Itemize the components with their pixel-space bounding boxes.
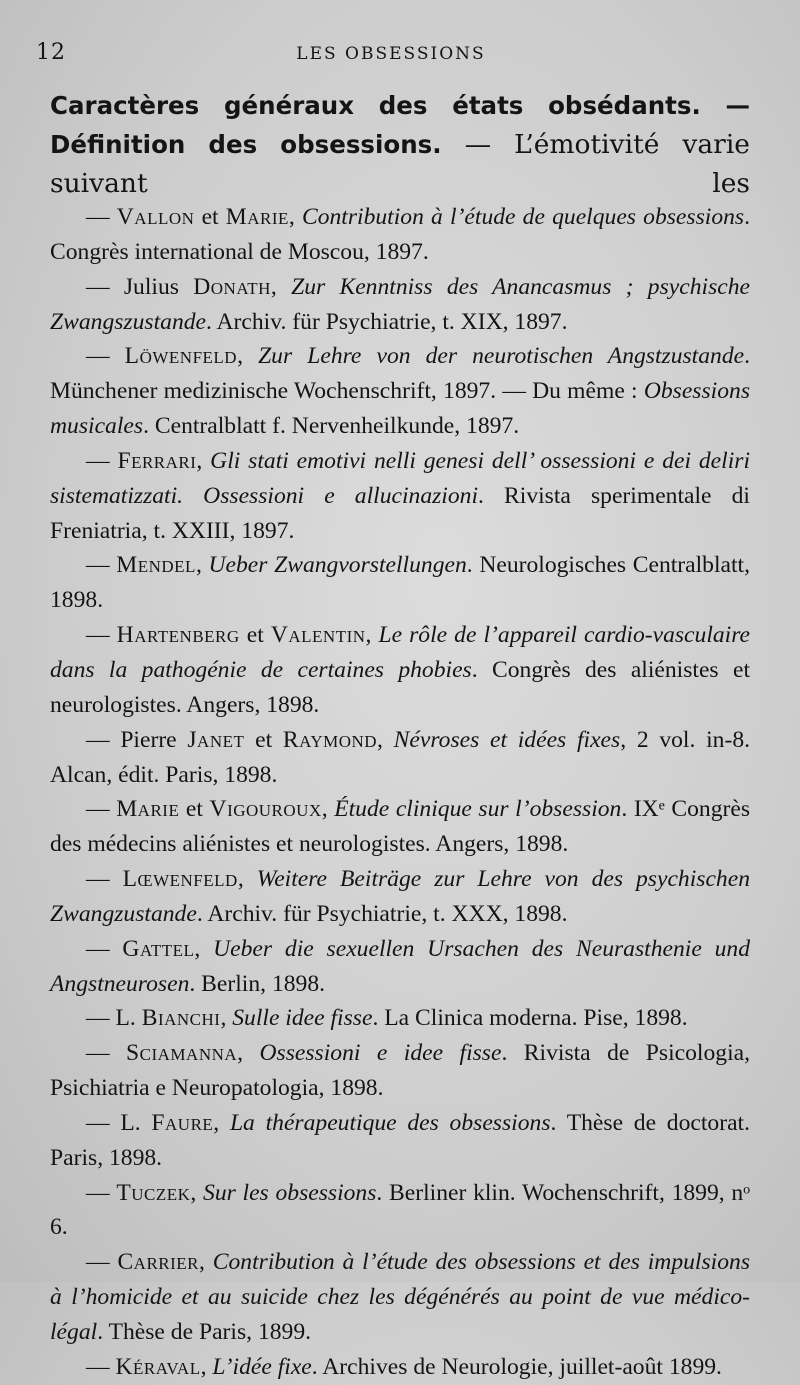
entry-separator: , bbox=[200, 1353, 213, 1380]
entry-details: . Thèse de doctorat. Paris, 1898. bbox=[50, 1109, 751, 1171]
entry-separator: , bbox=[237, 866, 257, 893]
bibliography-entry bbox=[50, 932, 750, 1002]
entry-separator: , bbox=[237, 1040, 260, 1067]
entry-prefix: — bbox=[86, 204, 117, 230]
entry-author: Lœwenfeld bbox=[122, 866, 238, 893]
bibliography-entry bbox=[50, 1001, 750, 1036]
entry-author: Löwenfeld bbox=[124, 343, 238, 370]
entry-prefix: — bbox=[86, 796, 117, 823]
entry-details: . Berlin, 1898. bbox=[189, 970, 326, 997]
running-title: LES OBSESSIONS bbox=[296, 44, 486, 64]
entry-author: Tuczek bbox=[116, 1179, 191, 1206]
entry-conjunction: et bbox=[239, 622, 271, 649]
bibliography-entry bbox=[50, 270, 750, 340]
bibliography bbox=[50, 200, 750, 1385]
section-heading bbox=[50, 86, 750, 203]
entry-title: Ueber Zwangvorstellungen bbox=[208, 552, 467, 579]
entry-author: Gattel bbox=[122, 935, 195, 962]
entry-separator: , bbox=[213, 1109, 230, 1136]
entry-prefix: — Julius bbox=[86, 273, 194, 300]
page-number: 12 bbox=[36, 40, 66, 65]
entry-title: Contribution à l’étude des obsessions et des impulsions à l’homicide et au suicide chez les dégénérés au point de vue médico-légal bbox=[50, 1249, 751, 1345]
entry-title: Obsessions musicales bbox=[50, 378, 750, 440]
entry-details: . La Clinica moderna. Pise, 1898. bbox=[372, 1005, 688, 1032]
bibliography-entry bbox=[50, 1350, 750, 1385]
bibliography-entry bbox=[50, 200, 750, 270]
entry-author: Janet bbox=[187, 726, 245, 753]
entry-title: Ueber die sexuellen Ursachen des Neurasthenie und Angstneurosen bbox=[50, 935, 751, 997]
entry-separator: , bbox=[220, 1005, 233, 1032]
entry-author: Marie bbox=[225, 204, 289, 230]
entry-prefix: — bbox=[86, 622, 117, 649]
bibliography-entry bbox=[50, 792, 750, 862]
entry-prefix: — bbox=[86, 552, 117, 579]
entry-separator: , bbox=[321, 796, 335, 823]
entry-separator: , bbox=[237, 343, 259, 370]
entry-details: . Berliner klin. Wochenschrift, 1899, nᵒ 6. bbox=[50, 1179, 750, 1241]
entry-title: Sulle idee fisse bbox=[232, 1005, 373, 1032]
entry-prefix: — bbox=[86, 935, 123, 962]
entry-prefix: — bbox=[86, 1179, 117, 1206]
bibliography-entry bbox=[50, 548, 750, 618]
entry-author: Marie bbox=[116, 796, 180, 823]
entry-details: . Rivista sperimentale di Freniatria, t. XXIII, 1897. bbox=[50, 482, 750, 544]
entry-details: . Centralblatt f. Nervenheilkunde, 1897. bbox=[143, 413, 520, 440]
entry-conjunction: et bbox=[194, 204, 226, 230]
entry-prefix: — bbox=[86, 866, 123, 893]
entry-title: Weitere Beiträge zur Lehre von des psychischen Zwangzustande bbox=[50, 866, 750, 927]
entry-prefix: — bbox=[86, 447, 118, 474]
entry-author: Bianchi bbox=[141, 1005, 221, 1032]
bibliography-entry bbox=[50, 723, 750, 793]
entry-author: Carrier bbox=[117, 1249, 200, 1276]
entry-title: Ossessioni e idee fisse bbox=[259, 1040, 502, 1067]
bibliography-entry bbox=[50, 339, 750, 444]
entry-separator: , bbox=[377, 726, 394, 753]
bibliography-entry bbox=[50, 444, 750, 549]
entry-author: Hartenberg bbox=[116, 622, 240, 649]
entry-author: Mendel bbox=[116, 552, 196, 579]
bibliography-entry bbox=[50, 618, 750, 723]
entry-title: Étude clinique sur l’obsession bbox=[334, 796, 622, 823]
bibliography-entry bbox=[50, 1176, 750, 1246]
entry-prefix: — L. bbox=[86, 1109, 152, 1136]
entry-details: . Archiv. für Psychiatrie, t. XXX, 1898. bbox=[196, 900, 568, 927]
entry-title: L’idée fixe bbox=[212, 1353, 312, 1380]
entry-author: Faure bbox=[151, 1109, 214, 1136]
entry-title: La thérapeutique des obsessions bbox=[229, 1109, 551, 1136]
entry-author: Ferrari bbox=[117, 447, 197, 474]
entry-author: Donath bbox=[193, 273, 271, 300]
entry-title: Névroses et idées fixes bbox=[393, 726, 621, 753]
entry-conjunction: et bbox=[244, 726, 283, 753]
entry-prefix: — Pierre bbox=[86, 726, 188, 753]
entry-details: . Thèse de Paris, 1899. bbox=[97, 1319, 312, 1345]
entry-prefix: — bbox=[86, 1249, 118, 1276]
entry-author: Sciamanna bbox=[126, 1040, 238, 1067]
heading-bold: Caractères généraux des états obsédants. — Définition des obsessions. bbox=[50, 91, 750, 159]
entry-separator: , bbox=[270, 273, 292, 300]
entry-separator: , bbox=[199, 1249, 213, 1276]
bibliography-entry bbox=[50, 862, 750, 932]
entry-author: Vallon bbox=[116, 204, 195, 230]
entry-author: Raymond bbox=[282, 726, 378, 753]
entry-separator: , bbox=[195, 552, 209, 579]
entry-title: Contribution à l’étude de quelques obsessions bbox=[301, 204, 745, 230]
page-header bbox=[36, 40, 746, 70]
entry-separator: , bbox=[288, 204, 302, 230]
entry-details: . IXᵉ Congrès des médecins aliénistes et neurologistes. Angers, 1898. bbox=[50, 796, 750, 858]
entry-details: . Neurologisches Centralblatt, 1898. bbox=[50, 552, 751, 614]
entry-author: Vigouroux bbox=[209, 796, 322, 823]
entry-separator: , bbox=[365, 622, 379, 649]
entry-prefix: — bbox=[86, 1040, 127, 1067]
entry-title: Zur Kenntniss des Anancasmus ; psychische Zwangszustande bbox=[50, 273, 751, 335]
entry-title: Gli stati emotivi nelli genesi dell’ ossessioni e dei deliri sistematizzati. Ossessioni e allucinazioni bbox=[50, 447, 751, 509]
entry-title: Zur Lehre von der neurotischen Angstzustande bbox=[258, 343, 745, 370]
bibliography-entry bbox=[50, 1036, 750, 1106]
entry-prefix: — bbox=[86, 343, 125, 370]
entry-prefix: — bbox=[86, 1353, 116, 1380]
entry-details: . Rivista de Psicologia, Psichiatria e Neuropatologia, 1898. bbox=[50, 1040, 750, 1102]
entry-separator: , bbox=[194, 935, 214, 962]
entry-title: Sur les obsessions bbox=[203, 1179, 377, 1206]
entry-separator: , bbox=[190, 1179, 204, 1206]
entry-details: . Congrès international de Moscou, 1897. bbox=[50, 204, 750, 265]
entry-title: Le rôle de l’appareil cardio-vasculaire dans la pathogénie de certaines phobies bbox=[50, 622, 751, 683]
bibliography-entry bbox=[50, 1245, 750, 1350]
entry-author: Kéraval bbox=[115, 1353, 201, 1380]
entry-details: . Archiv. für Psychiatrie, t. XIX, 1897. bbox=[206, 308, 568, 335]
entry-details: , 2 vol. in-8. Alcan, édit. Paris, 1898. bbox=[50, 726, 751, 788]
entry-details: . Münchener medizinische Wochenschrift, 1897. — Du même : bbox=[50, 343, 751, 405]
entry-prefix: — L. bbox=[86, 1005, 142, 1032]
bibliography-entry bbox=[50, 1106, 750, 1176]
entry-details: . Archives de Neurologie, juillet-août 1899. bbox=[311, 1353, 722, 1380]
heading-regular: — L’émotivité varie suivant les bbox=[50, 129, 750, 199]
entry-author: Valentin bbox=[270, 622, 366, 649]
entry-conjunction: et bbox=[179, 796, 210, 823]
entry-details: . Congrès des aliénistes et neurologistes. Angers, 1898. bbox=[50, 656, 751, 718]
entry-separator: , bbox=[196, 447, 211, 474]
